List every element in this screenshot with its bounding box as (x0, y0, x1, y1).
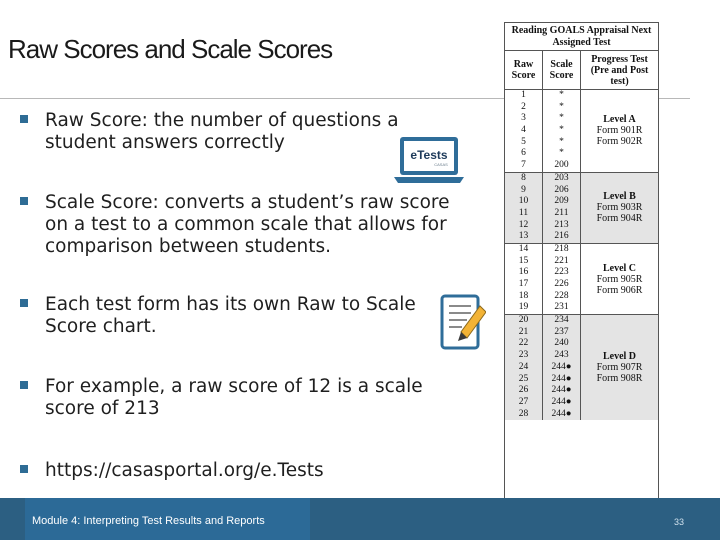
scale-score-cell: 231 (554, 302, 569, 313)
header-raw-score: Raw Score (505, 51, 543, 89)
raw-score-cell: 25 (518, 373, 529, 384)
scale-score-cell: 244● (551, 361, 572, 372)
level-label: Level B (603, 191, 636, 203)
bullet-text: Scale Score: converts a student’s raw score on a test to a common scale that allows for comparison between students. (45, 192, 450, 257)
scale-score-cell: 218 (554, 243, 569, 254)
raw-score-cell: 20 (518, 315, 529, 326)
form-label: Form 907R (596, 362, 643, 374)
scale-score-cell: 211 (554, 207, 569, 218)
table-header-row (505, 51, 658, 90)
raw-score-cell: 17 (518, 279, 529, 289)
etests-link[interactable]: https://casasportal.org/e.Tests (45, 460, 324, 481)
progress-test-cell (581, 90, 658, 172)
scale-score-cell: 240 (554, 338, 569, 349)
raw-score-cell: 15 (518, 255, 529, 266)
level-label: Level A (603, 114, 636, 126)
bullet-marker (20, 381, 28, 389)
table-body (505, 90, 658, 420)
scale-score-cell: 223 (554, 267, 569, 278)
etests-laptop-icon (393, 135, 465, 187)
scale-score-cell: 221 (554, 255, 569, 266)
raw-score-cell: 26 (518, 385, 529, 396)
bullet-scale-score (20, 192, 472, 258)
progress-test-cell (581, 173, 658, 243)
scale-score-cell: 243 (554, 350, 569, 361)
level-group (505, 173, 658, 244)
slide-footer (0, 498, 720, 540)
raw-score-column (505, 315, 543, 420)
bullet-marker (20, 465, 28, 473)
form-label: Form 905R (596, 273, 643, 285)
raw-score-cell: 21 (518, 326, 529, 337)
scale-score-cell: 228 (554, 290, 569, 301)
form-label: Form 902R (596, 136, 643, 148)
raw-score-cell: 10 (518, 196, 529, 207)
raw-score-cell: 3 (521, 113, 526, 124)
raw-score-cell: 9 (521, 184, 526, 195)
etests-logo-text: eTests (410, 148, 448, 162)
raw-score-cell: 7 (521, 160, 526, 171)
level-group (505, 90, 658, 173)
level-label: Level D (602, 351, 637, 363)
scale-score-column (543, 90, 581, 172)
scale-score-cell: 209 (554, 196, 569, 207)
footer-module-text: Module 4: Interpreting Test Results and Reports (32, 515, 265, 527)
scale-score-cell: 206 (554, 184, 569, 195)
scale-score-cell: 200 (554, 160, 569, 171)
slide-title: Raw Scores and Scale Scores (8, 34, 333, 64)
bullet-marker (20, 115, 28, 123)
scale-score-cell: 244● (551, 373, 572, 384)
scale-score-cell: * (559, 113, 564, 124)
scale-score-cell: 244● (551, 396, 572, 407)
bullet-text: Each test form has its own Raw to Scale Score chart. (45, 294, 416, 337)
scale-score-cell: 244● (551, 385, 572, 396)
bullet-raw-score (20, 110, 420, 154)
bullet-link (20, 460, 420, 482)
form-label: Form 903R (596, 202, 643, 214)
scale-score-cell: 244● (551, 408, 572, 419)
raw-score-column (505, 173, 543, 243)
table-title: Reading GOALS Appraisal Next Assigned Test (505, 23, 658, 51)
notepad-pencil-icon (440, 294, 486, 352)
raw-score-cell: 23 (518, 350, 529, 361)
form-label: Form 901R (596, 125, 643, 137)
scale-score-cell: 226 (554, 279, 569, 289)
scale-score-column (543, 173, 581, 243)
raw-score-cell: 24 (518, 361, 529, 372)
raw-score-cell: 8 (521, 172, 526, 183)
bullet-test-form (20, 294, 435, 338)
scale-score-cell: 213 (554, 219, 569, 230)
form-label: Form 904R (596, 213, 643, 225)
raw-score-cell: 6 (521, 148, 526, 159)
raw-score-column (505, 244, 543, 314)
scale-score-cell: 237 (554, 326, 569, 337)
scale-score-cell: * (559, 125, 564, 136)
form-label: Form 908R (596, 373, 643, 385)
raw-to-scale-table (504, 22, 659, 522)
raw-score-cell: 5 (521, 136, 526, 147)
progress-test-cell (581, 315, 658, 420)
bullet-text: Raw Score: the number of questions a student answers correctly (45, 110, 399, 153)
raw-score-cell: 22 (518, 338, 529, 349)
raw-score-cell: 19 (518, 302, 529, 313)
raw-score-cell: 28 (518, 408, 529, 419)
bullet-text: For example, a raw score of 12 is a scale score of 213 (45, 376, 423, 419)
header-progress-test: Progress Test (Pre and Post test) (590, 53, 649, 87)
scale-score-cell: 216 (554, 231, 569, 242)
raw-score-cell: 11 (518, 207, 529, 218)
bullet-marker (20, 299, 28, 307)
raw-score-cell: 1 (521, 90, 526, 100)
raw-score-column (505, 90, 543, 172)
scale-score-cell: * (559, 90, 564, 100)
scale-score-cell: 234 (554, 315, 569, 326)
casas-logo-text: CASAS (434, 162, 448, 167)
raw-score-cell: 12 (518, 219, 529, 230)
level-label: Level C (602, 262, 637, 274)
scale-score-cell: 203 (554, 172, 569, 183)
level-group (505, 244, 658, 315)
scale-score-cell: * (559, 101, 564, 112)
progress-test-cell (581, 244, 658, 314)
scale-score-column (543, 244, 581, 314)
raw-score-cell: 27 (518, 396, 529, 407)
scale-score-column (543, 315, 581, 420)
page-number: 33 (673, 517, 684, 527)
raw-score-cell: 2 (521, 101, 526, 112)
raw-score-cell: 18 (518, 290, 529, 301)
bullet-example (20, 376, 450, 420)
scale-score-cell: * (559, 136, 564, 147)
raw-score-cell: 14 (518, 243, 529, 254)
bullet-marker (20, 197, 28, 205)
raw-score-cell: 13 (518, 231, 529, 242)
scale-score-cell: * (559, 148, 564, 159)
level-group (505, 315, 658, 420)
raw-score-cell: 16 (518, 267, 529, 278)
header-scale-score: Scale Score (543, 51, 581, 89)
raw-score-cell: 4 (521, 125, 526, 136)
form-label: Form 906R (596, 284, 643, 296)
